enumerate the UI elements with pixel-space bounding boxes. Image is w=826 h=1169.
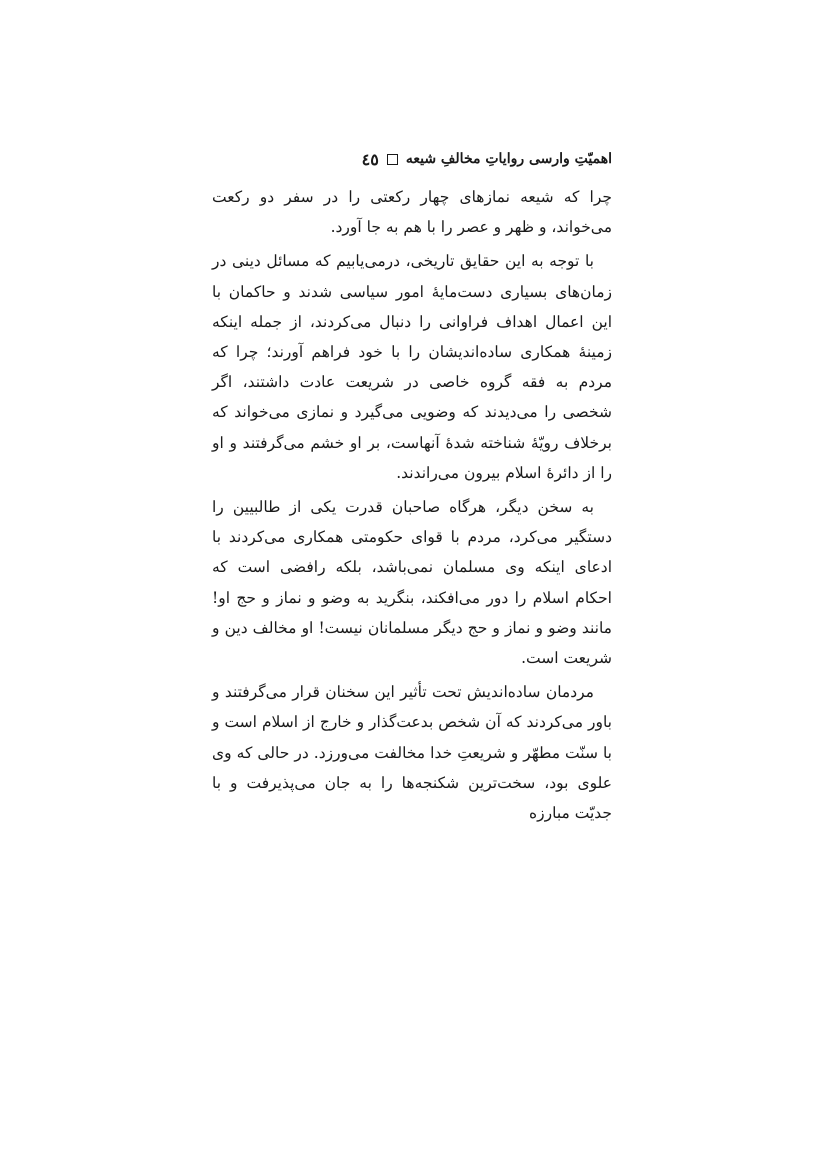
paragraph-2: با توجه به این حقایق تاریخی، درمی‌یابیم که مسائل دینی در زمان‌های بسیاری دست‌مایهٔ امور سیاسی شدند و حاکمان با این اعمال اهداف فراوانی را دنبال می‌کردند، از جمله اینکه زمینهٔ همکاری ساده‌اندیشان را با خود فراهم آورند؛ چرا که مردم به فقه گروه خاصی در شریعت عادت داشتند، اگر شخصی را می‌دیدند که وضویی می‌گیرد و نمازی می‌خواند که برخلاف رویّهٔ شناخته شدهٔ آنهاست، بر او خشم می‌گرفتند و او را از دائرهٔ اسلام بیرون می‌راندند. — [212, 252, 612, 482]
square-separator-icon — [387, 154, 398, 165]
paragraph-1: چرا که شیعه نمازهای چهار رکعتی را در سفر دو رکعت می‌خواند، و ظهر و عصر را با هم به جا آورد. — [212, 188, 612, 237]
page-number: ٤٥ — [361, 149, 379, 169]
body-text — [212, 182, 612, 832]
running-title: اهمیّتِ وارسی روایاتِ مخالفِ شیعه — [405, 151, 612, 167]
running-header — [212, 147, 612, 171]
paragraph-4: مردمان ساده‌اندیش تحت تأثیر این سخنان قرار می‌گرفتند و باور می‌کردند که آن شخص بدعت‌گذار و خارج از اسلام است و با سنّت مطهّر و شریعتِ خدا مخالفت می‌ورزد. در حالی که وی علوی بود، سخت‌ترین شکنجه‌ها را به جان می‌پذیرفت و با جدیّت مبارزه — [212, 683, 612, 823]
paragraph-3: به سخن دیگر، هرگاه صاحبان قدرت یکی از طالبیین را دستگیر می‌کرد، مردم با قوای حکومتی همکاری می‌کردند با ادعای اینکه وی مسلمان نمی‌باشد، بلکه رافضی است که احکام اسلام را دور می‌افکند، بنگرید به وضو و نماز و حج او! مانند وضو و نماز و حج دیگر مسلمانان نیست! او مخالف دین و شریعت است. — [212, 498, 612, 668]
